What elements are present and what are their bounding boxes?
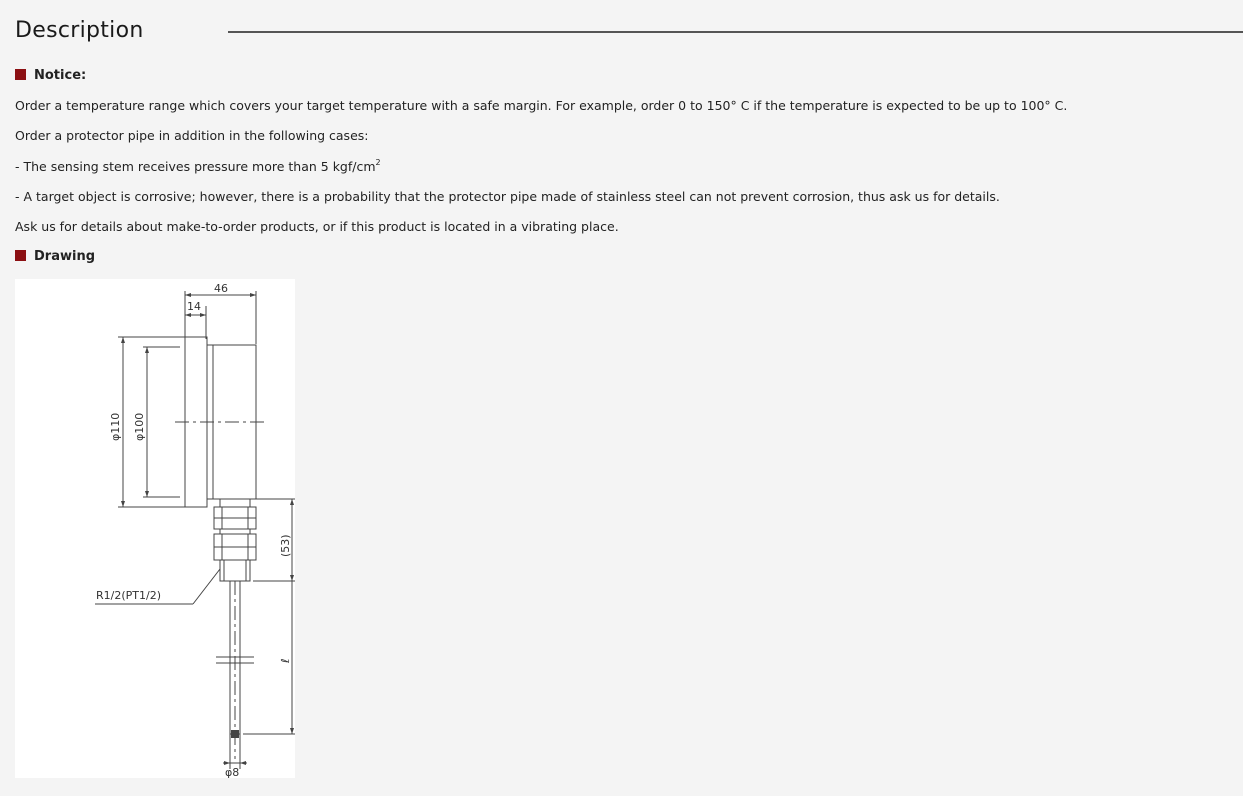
header-divider	[228, 31, 1243, 33]
dim-d100-label: φ100	[133, 412, 146, 441]
notice-line-temperature-range: Order a temperature range which covers your target temperature with a safe margin. For example, order 0 to 150° C if the temperature is expected to be up to 100° C.	[15, 98, 1068, 113]
dim-53-label: (53)	[279, 534, 292, 557]
thread-label: R1/2(PT1/2)	[96, 589, 161, 602]
pressure-superscript: 2	[375, 158, 381, 167]
dim-d110-label: φ110	[109, 412, 122, 441]
square-bullet-icon	[15, 250, 26, 261]
drawing-heading-label: Drawing	[34, 249, 96, 264]
dim-d8-label: φ8	[225, 766, 240, 778]
notice-line-pressure	[15, 158, 381, 176]
technical-drawing	[15, 279, 295, 778]
thermometer-drawing-svg	[15, 279, 295, 778]
square-bullet-icon	[15, 69, 26, 80]
dim-14-label: 14	[187, 300, 201, 313]
notice-heading-label: Notice:	[34, 68, 87, 83]
pressure-text: - The sensing stem receives pressure more than 5 kgf/cm	[15, 159, 376, 174]
notice-line-make-to-order: Ask us for details about make-to-order products, or if this product is located in a vibrating place.	[15, 219, 619, 234]
description-header	[15, 16, 1243, 48]
notice-line-protector-pipe: Order a protector pipe in addition in the following cases:	[15, 128, 369, 143]
description-title: Description	[15, 18, 144, 43]
notice-heading	[15, 67, 86, 85]
notice-line-corrosive: - A target object is corrosive; however, there is a probability that the protector pipe made of stainless steel can not prevent corrosion, thus ask us for details.	[15, 189, 1000, 204]
dim-46-label: 46	[214, 282, 228, 295]
dim-l-label: ℓ	[279, 658, 292, 663]
drawing-heading	[15, 248, 95, 266]
thread-leader	[193, 569, 220, 604]
